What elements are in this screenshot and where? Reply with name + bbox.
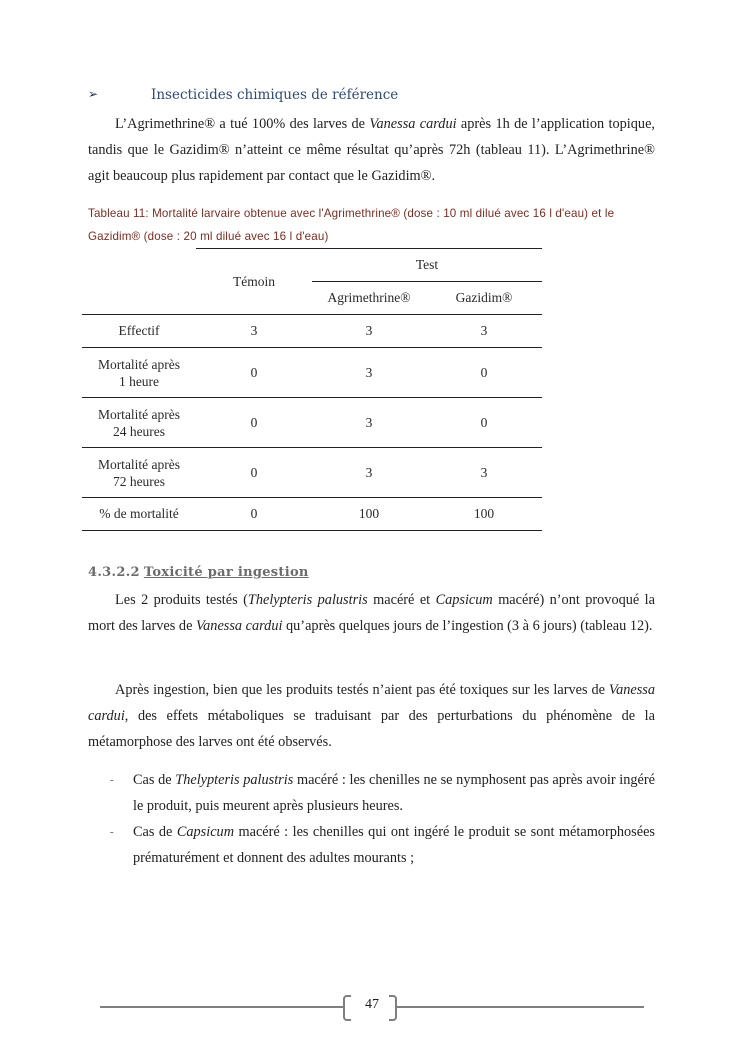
species-name: Vanessa cardui bbox=[88, 682, 655, 724]
table-row bbox=[82, 448, 542, 498]
cell-control: 0 bbox=[196, 448, 312, 498]
header-agrimethrine: Agrimethrine® bbox=[327, 290, 411, 305]
section-number: 4.3.2.2 bbox=[88, 565, 140, 580]
text: Les 2 produits testés ( bbox=[115, 592, 248, 608]
species-name: Thelypteris palustris bbox=[247, 592, 368, 608]
table-caption: Tableau 11: Mortalité larvaire obtenue avec l'Agrimethrine® (dose : 10 ml dilué avec 16 l d'eau) et le Gazidim® (dose : 20 ml dilué avec 16 l d'eau) bbox=[88, 207, 615, 243]
empty-corner-cell bbox=[82, 249, 196, 282]
species-name: Capsicum bbox=[176, 824, 235, 840]
cell-agrimethrine: 3 bbox=[312, 398, 426, 448]
cell-gazidim: 0 bbox=[426, 398, 542, 448]
text: après 1h de l’application topique, tandis que le Gazidim® n’atteint ce même résultat qu’après 72h (tableau 11). L’Agrimethrine® agit beaucoup plus rapidement par contact que le Gazidim®. bbox=[88, 116, 655, 184]
row-label bbox=[82, 448, 196, 498]
cell-control: 0 bbox=[196, 348, 312, 398]
empty-corner-cell bbox=[82, 282, 196, 315]
bracket-right-icon bbox=[389, 995, 397, 1021]
table-row bbox=[82, 398, 542, 448]
page-number: 47 bbox=[365, 997, 379, 1012]
footer-rule-left bbox=[100, 1006, 343, 1008]
header-control: Témoin bbox=[196, 249, 312, 315]
label-line1: Mortalité après bbox=[97, 406, 181, 422]
text: Cas de bbox=[133, 824, 177, 840]
row-label bbox=[82, 398, 196, 448]
list-item bbox=[88, 767, 655, 819]
text: Après ingestion, bien que les produits testés n’aient pas été toxiques sur les larves de bbox=[115, 682, 609, 698]
cell-agrimethrine: 3 bbox=[312, 348, 426, 398]
label-line2: 1 heure bbox=[118, 373, 160, 389]
cell-control: 0 bbox=[196, 398, 312, 448]
header-test-group: Test bbox=[312, 249, 542, 282]
label-line2: 72 heures bbox=[112, 473, 166, 489]
table-row bbox=[82, 315, 542, 348]
dash-bullet-icon: - bbox=[110, 774, 114, 786]
cell-control: 3 bbox=[196, 315, 312, 348]
cell-agrimethrine: 3 bbox=[312, 448, 426, 498]
row-label: Effectif bbox=[82, 315, 196, 348]
paragraph-ingestion bbox=[88, 587, 655, 639]
header-gazidim: Gazidim® bbox=[455, 290, 513, 305]
list-item bbox=[88, 819, 655, 871]
section-heading bbox=[88, 565, 309, 580]
mortality-table bbox=[82, 248, 542, 531]
text: qu’après quelques jours de l’ingestion (3 à 6 jours) (tableau 12). bbox=[282, 618, 653, 634]
cell-gazidim: 100 bbox=[426, 498, 542, 531]
label-line1: Mortalité après bbox=[97, 356, 181, 372]
text: macéré : les chenilles qui ont ingéré le produit se sont métamorphosées prématurément et donnent des adultes mourants ; bbox=[133, 824, 655, 866]
text: macéré) n’ont provoqué la mort des larves de bbox=[88, 592, 655, 634]
species-name: Vanessa cardui bbox=[369, 116, 457, 132]
label-line1: Mortalité après bbox=[97, 456, 181, 472]
cell-gazidim: 0 bbox=[426, 348, 542, 398]
table-row bbox=[82, 498, 542, 531]
label-line2: 24 heures bbox=[112, 423, 166, 439]
cell-agrimethrine: 3 bbox=[312, 315, 426, 348]
subsection-heading bbox=[88, 86, 658, 108]
subsection-title: Insecticides chimiques de référence bbox=[151, 87, 399, 103]
paragraph-metabolic-effects bbox=[88, 677, 655, 755]
cell-control: 0 bbox=[196, 498, 312, 531]
text: macéré : les chenilles ne se nymphosent pas après avoir ingéré le produit, puis meurent après plusieurs heures. bbox=[133, 772, 655, 814]
section-title: Toxicité par ingestion bbox=[143, 565, 309, 580]
cell-gazidim: 3 bbox=[426, 315, 542, 348]
bullet-list bbox=[88, 767, 655, 871]
text: Cas de bbox=[133, 772, 176, 788]
cell-gazidim: 3 bbox=[426, 448, 542, 498]
table-row bbox=[82, 348, 542, 398]
arrow-bullet-icon: ➢ bbox=[88, 87, 99, 101]
footer-rule-right bbox=[397, 1006, 644, 1008]
page-footer bbox=[100, 993, 644, 1023]
cell-agrimethrine: 100 bbox=[312, 498, 426, 531]
species-name: Capsicum bbox=[435, 592, 493, 608]
bracket-left-icon bbox=[343, 995, 351, 1021]
species-name: Vanessa cardui bbox=[196, 618, 283, 634]
paragraph-agrimethrine bbox=[88, 111, 655, 189]
text: L’Agrimethrine® a tué 100% des larves de bbox=[115, 116, 370, 132]
text: macéré et bbox=[367, 592, 436, 608]
text: , des effets métaboliques se traduisant par des perturbations du phénomène de la métamorphose des larves ont été observés. bbox=[88, 708, 655, 750]
dash-bullet-icon: - bbox=[110, 826, 114, 838]
row-label: % de mortalité bbox=[82, 498, 196, 531]
row-label bbox=[82, 348, 196, 398]
species-name: Thelypteris palustris bbox=[175, 772, 294, 788]
